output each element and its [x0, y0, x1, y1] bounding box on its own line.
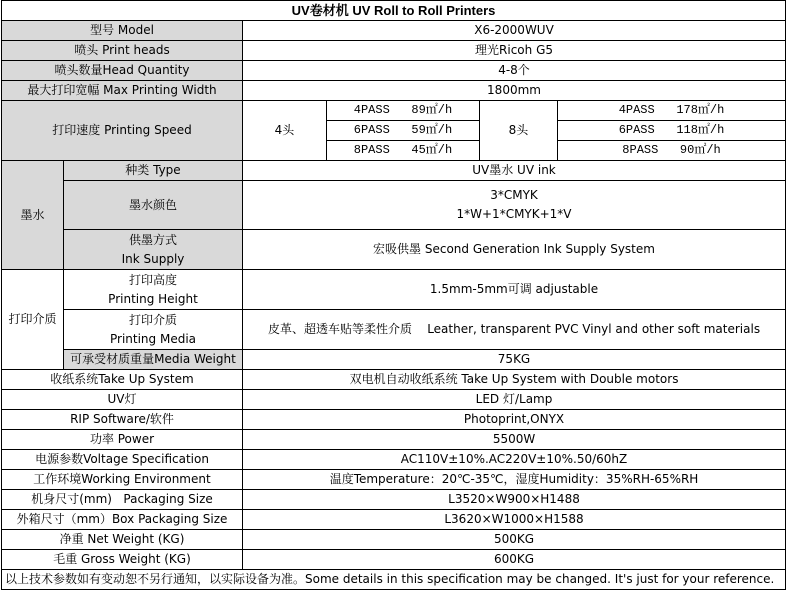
printing-media-label — [64, 310, 243, 350]
speed-8head-6pass: 6PASS 118㎡/h — [558, 121, 786, 141]
table-title: UV卷材机 UV Roll to Roll Printers — [2, 1, 786, 21]
environment-label: 工作环境Working Environment — [2, 470, 243, 490]
speed-4head-8pass: 8PASS 45㎡/h — [327, 141, 480, 161]
ink-color-line-2: 1*W+1*CMYK+1*V — [456, 207, 572, 221]
rip-software-label: RIP Software/软件 — [2, 410, 243, 430]
media-weight-value: 75KG — [243, 350, 786, 370]
model-label: 型号 Model — [2, 21, 243, 41]
ink-supply-value: 宏吸供墨 Second Generation Ink Supply System — [243, 230, 786, 270]
media-group-label: 打印介质 — [2, 270, 64, 370]
ink-supply-label-cn: 供墨方式 — [128, 232, 177, 247]
rip-software-value: Photoprint,ONYX — [243, 410, 786, 430]
printing-media-label-en: Printing Media — [109, 331, 196, 346]
spec-table — [1, 0, 786, 590]
printing-speed-label: 打印速度 Printing Speed — [2, 101, 243, 161]
ink-supply-label-en: Ink Supply — [121, 251, 185, 266]
take-up-value: 双电机自动收纸系统 Take Up System with Double motors — [243, 370, 786, 390]
gross-weight-value: 600KG — [243, 550, 786, 570]
max-width-label: 最大打印宽幅 Max Printing Width — [2, 81, 243, 101]
speed-8head-4pass: 4PASS 178㎡/h — [558, 101, 786, 121]
box-size-value: L3620×W1000×H1588 — [243, 510, 786, 530]
uv-lamp-label: UV灯 — [2, 390, 243, 410]
speed-4head-4pass: 4PASS 89㎡/h — [327, 101, 480, 121]
net-weight-label: 净重 Net Weight (KG) — [2, 530, 243, 550]
box-size-label: 外箱尺寸（mm）Box Packaging Size — [2, 510, 243, 530]
ink-color-label: 墨水颜色 — [64, 181, 243, 230]
speed-8head-8pass: 8PASS 90㎡/h — [558, 141, 786, 161]
footnote: 以上技术参数如有变动恕不另行通知，以实际设备为准。Some details in this specification may be changed. It's just for your reference. — [2, 570, 786, 590]
power-value: 5500W — [243, 430, 786, 450]
ink-type-label: 种类 Type — [64, 161, 243, 181]
voltage-label: 电源参数Voltage Specification — [2, 450, 243, 470]
speed-4head-6pass: 6PASS 59㎡/h — [327, 121, 480, 141]
printing-media-label-cn: 打印介质 — [128, 312, 177, 327]
machine-size-label: 机身尺寸(mm) Packaging Size — [2, 490, 243, 510]
print-heads-value: 理光Ricoh G5 — [243, 41, 786, 61]
net-weight-value: 500KG — [243, 530, 786, 550]
take-up-label: 收纸系统Take Up System — [2, 370, 243, 390]
ink-type-value: UV墨水 UV ink — [243, 161, 786, 181]
environment-value: 温度Temperature：20℃-35℃，湿度Humidity：35%RH-65%RH — [243, 470, 786, 490]
gross-weight-label: 毛重 Gross Weight (KG) — [2, 550, 243, 570]
speed-group-4-heads: 4头 — [243, 101, 327, 161]
media-weight-label: 可承受材质重量Media Weight — [64, 350, 243, 370]
printing-height-label — [64, 270, 243, 310]
printing-media-value: 皮革、超透车贴等柔性介质 Leather, transparent PVC Vinyl and other soft materials — [243, 310, 786, 350]
machine-size-value: L3520×W900×H1488 — [243, 490, 786, 510]
speed-group-8-heads: 8头 — [480, 101, 558, 161]
printing-height-label-cn: 打印高度 — [128, 272, 177, 287]
ink-supply-label — [64, 230, 243, 270]
head-quantity-label: 喷头数量Head Quantity — [2, 61, 243, 81]
head-quantity-value: 4-8个 — [243, 61, 786, 81]
ink-color-line-1: 3*CMYK — [490, 188, 538, 202]
ink-color-value — [243, 181, 786, 230]
printing-height-value: 1.5mm-5mm可调 adjustable — [243, 270, 786, 310]
power-label: 功率 Power — [2, 430, 243, 450]
max-width-value: 1800mm — [243, 81, 786, 101]
print-heads-label: 喷头 Print heads — [2, 41, 243, 61]
ink-group-label: 墨水 — [2, 161, 64, 270]
model-value: X6-2000WUV — [243, 21, 786, 41]
voltage-value: AC110V±10%.AC220V±10%.50/60hZ — [243, 450, 786, 470]
uv-lamp-value: LED 灯/Lamp — [243, 390, 786, 410]
printing-height-label-en: Printing Height — [108, 291, 198, 306]
